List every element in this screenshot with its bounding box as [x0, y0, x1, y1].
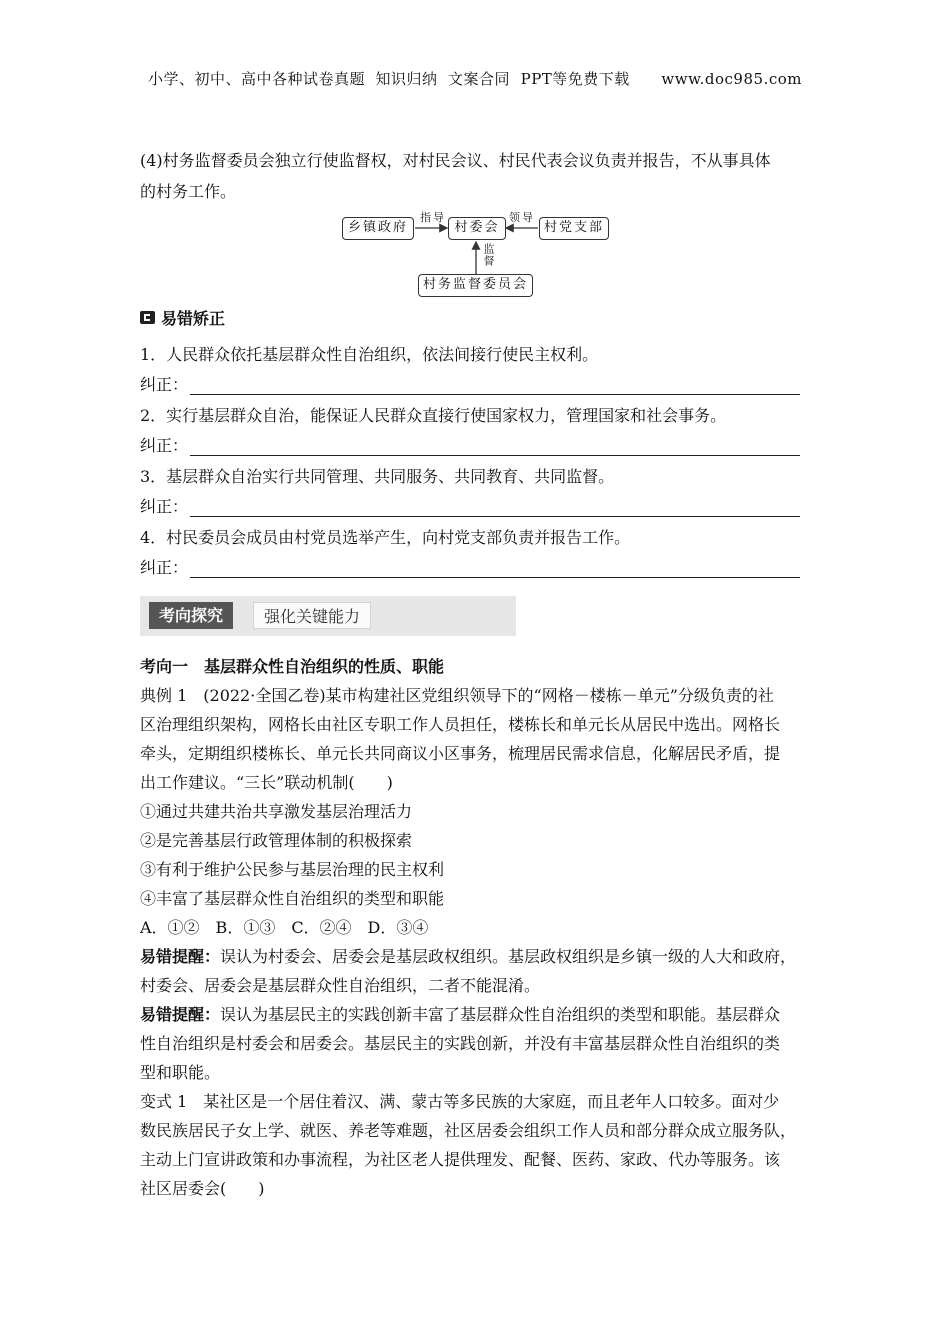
- tip-2-line-3: 型和职能。: [140, 1063, 221, 1082]
- variant-line-1: 变式 1 某社区是一个居住着汉、满、蒙古等多民族的大家庭，而且老年人口较多。面对少: [140, 1092, 780, 1111]
- tip-2-line-2: 性自治组织是村委会和居委会。基层民主的实践创新，并没有丰富基层群众性自治组织的类: [140, 1034, 781, 1053]
- example-line-4: 出工作建议。“三长”联动机制( ): [140, 773, 393, 792]
- correction-row-4[interactable]: [140, 555, 800, 578]
- tip-label: 易错提醒：: [140, 1005, 221, 1024]
- correction-row-3[interactable]: [140, 494, 800, 517]
- correction-item-3: 3．基层群众自治实行共同管理、共同服务、共同教育、共同监督。: [140, 467, 615, 486]
- example-option-1: ①通过共建共治共享激发基层治理活力: [140, 802, 413, 821]
- node-village-affairs-supervision-committee: 村务监督委员会: [418, 274, 533, 297]
- variant-line-2: 数民族居民子女上学、就医、养老等难题，社区居委会组织工作人员和部分群众成立服务队，: [140, 1121, 797, 1140]
- edge-label-supervise: 监督: [482, 243, 495, 267]
- tip-2-line-1: [140, 1000, 815, 1029]
- variant-line-4: 社区居委会( ): [140, 1179, 265, 1198]
- correction-item-1: 1．人民群众依托基层群众性自治组织，依法间接行使民主权利。: [140, 345, 599, 364]
- tip-label: 易错提醒：: [140, 947, 221, 966]
- section-c-icon: [140, 311, 155, 324]
- tip-text: 误认为村委会、居委会是基层政权组织。基层政权组织是乡镇一级的人大和政府，: [220, 947, 797, 966]
- edge-label-lead: 领导: [509, 211, 535, 224]
- tip-1-line-1: [140, 942, 815, 971]
- example-line-1: 典例 1 (2022·全国乙卷)某市构建社区党组织领导下的“网格－楼栋－单元”分级负责的社: [140, 686, 774, 705]
- example-option-3: ③有利于维护公民参与基层治理的民主权利: [140, 860, 445, 879]
- correction-row-2[interactable]: [140, 433, 800, 456]
- intro-line-1: (4)村务监督委员会独立行使监督权，对村民会议、村民代表会议负责并报告，不从事具体: [140, 151, 771, 170]
- correction-blank[interactable]: [190, 437, 800, 456]
- correction-row-1[interactable]: [140, 372, 800, 395]
- banner-light-label: 强化关键能力: [253, 602, 371, 629]
- edge-label-guide: 指导: [420, 211, 446, 224]
- correction-blank[interactable]: [190, 376, 800, 395]
- village-governance-diagram: [340, 210, 620, 300]
- tip-text: 误认为基层民主的实践创新丰富了基层群众性自治组织的类型和职能。基层群众: [220, 1005, 781, 1024]
- correction-label: 纠正：: [140, 558, 189, 577]
- topic-title: 考向一 基层群众性自治组织的性质、职能: [140, 657, 445, 676]
- variant-line-3: 主动上门宣讲政策和办事流程，为社区老人提供理发、配餐、医药、家政、代办等服务。该: [140, 1150, 781, 1169]
- example-line-3: 牵头，定期组织楼栋长、单元长共同商议小区事务，梳理居民需求信息，化解居民矛盾，提: [140, 744, 781, 763]
- example-choices: A．①② B．①③ C．②④ D．③④: [140, 918, 429, 937]
- correction-item-4: 4．村民委员会成员由村党员选举产生，向村党支部负责并报告工作。: [140, 528, 631, 547]
- tip-1-line-2: 村委会、居委会是基层群众性自治组织，二者不能混淆。: [140, 976, 541, 995]
- section-banner: [140, 596, 516, 636]
- example-line-2: 区治理组织架构，网格长由社区专职工作人员担任，楼栋长和单元长从居民中选出。网格长: [140, 715, 781, 734]
- example-option-2: ②是完善基层行政管理体制的积极探索: [140, 831, 413, 850]
- intro-line-2: 的村务工作。: [140, 182, 237, 201]
- corrections-title-text: 易错矫正: [161, 309, 226, 328]
- node-village-committee: 村委会: [448, 217, 506, 240]
- correction-label: 纠正：: [140, 375, 189, 394]
- correction-item-2: 2．实行基层群众自治，能保证人民群众直接行使国家权力，管理国家和社会事务。: [140, 406, 727, 425]
- page-header: 小学、初中、高中各种试卷真题 知识归纳 文案合同 PPT等免费下载 www.doc985.com: [147, 70, 802, 88]
- example-option-4: ④丰富了基层群众性自治组织的类型和职能: [140, 889, 445, 908]
- correction-label: 纠正：: [140, 497, 189, 516]
- node-village-party-branch: 村党支部: [539, 217, 609, 240]
- correction-blank[interactable]: [190, 498, 800, 517]
- banner-dark-label: 考向探究: [149, 602, 233, 629]
- corrections-section-title: [140, 306, 225, 329]
- correction-label: 纠正：: [140, 436, 189, 455]
- node-township-government: 乡镇政府: [342, 217, 414, 240]
- correction-blank[interactable]: [190, 559, 800, 578]
